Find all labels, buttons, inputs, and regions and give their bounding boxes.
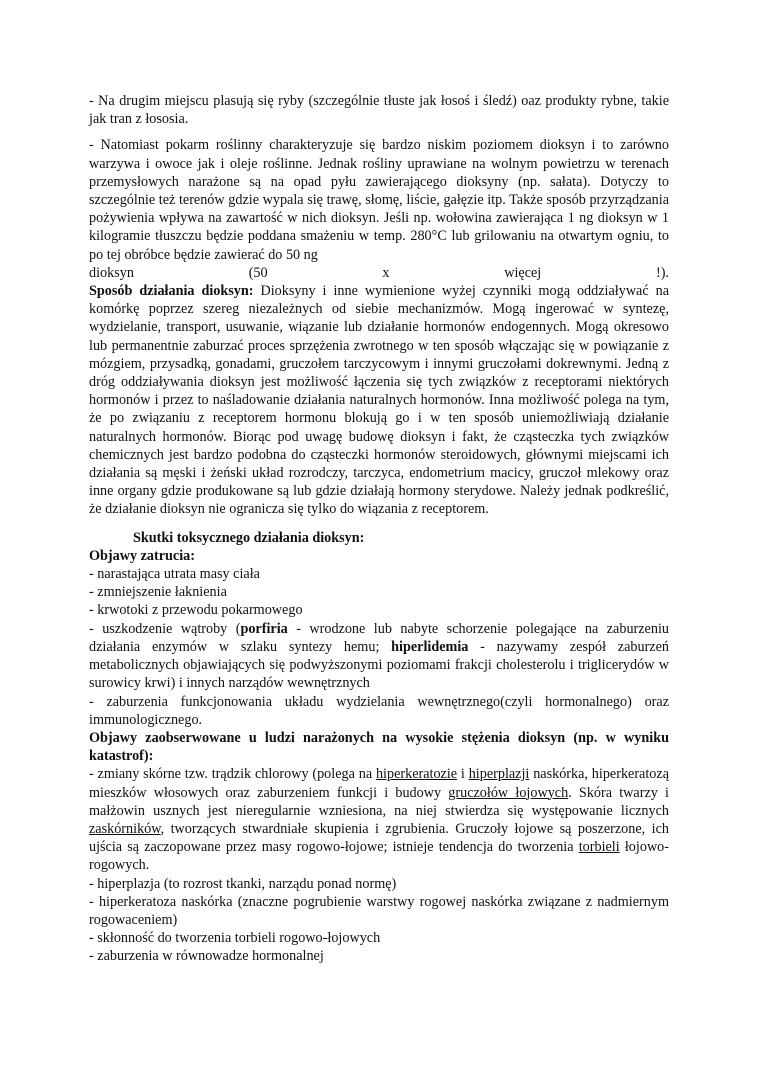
list-item: - hiperkeratoza naskórka (znaczne pogrubienie warstwy rogowej naskórka związane z nadmiernym rogowaceniem) — [89, 893, 669, 928]
link-gruczoly-lojowe[interactable]: gruczołów łojowych — [448, 784, 569, 801]
skin-text: łojowo-rogowych. — [89, 839, 670, 874]
word: więcej — [504, 264, 542, 281]
link-hiperplazja[interactable]: hiperplazji — [468, 766, 530, 783]
skin-text: . Skóra twarzy i małżowin usznych jest nieregularnie wzniesiona, na niej stwierdza się występowanie licznych — [89, 784, 669, 819]
paragraph-mechanism — [89, 282, 669, 519]
liver-mid: - wrodzone lub nabyte schorzenie polegające na zaburzeniu działania enzymów w szlaku syntezy hemu; — [89, 620, 669, 655]
list-item-endocrine: - zaburzenia funkcjonowania układu wydzielania wewnętrznego(czyli hormonalnego) oraz immunologicznego. — [89, 693, 669, 728]
liver-suffix: - nazywamy zespół zaburzeń metabolicznych objawiających się podwyższonymi poziomami frakcji cholesterolu i triglicerydów w surowicy krwi) i innych narządów wewnętrznych — [89, 638, 669, 692]
skin-text: , tworzących stwardniałe skupienia i zgrubienia. Gruczoły łojowe są poszerzone, ich ujścia są zaczopowane przez masy rogowo-łojowe; istnieje tendencja do tworzenia — [89, 820, 669, 856]
paragraph-plants: - Natomiast pokarm roślinny charakteryzuje się bardzo niskim poziomem dioksyn i to zarówno warzywa i owoce jak i oleje roślinne. Jednak rośliny uprawiane na wolnym powietrzu w terenach przemysłowych narażone są na opad pyłu zawierającego dioksyny (np. sałata). Dotyczy to szczególnie też terenów gdzie wypala się trawę, słomę, liście, gałęzie itp. Także sposób przyrządzania pożywienia wpływa na zawartość w nich dioksyn. Jeśli np. wołowina zawierająca 1 ng dioksyn w 1 kilogramie tłuszczu będzie poddana smażeniu w temp. 280°C lub grilowaniu na otwartym ogniu, to po tej obróbce będzie zawierać do 50 ng — [89, 137, 669, 263]
section-heading-effects: Skutki toksycznego działania dioksyn: — [133, 529, 365, 546]
word: x — [382, 264, 390, 281]
skin-text: i — [457, 766, 469, 783]
list-item: - narastająca utrata masy ciała — [89, 566, 260, 583]
list-item-liver — [89, 620, 669, 693]
list-item: - zmniejszenie łaknienia — [89, 584, 227, 601]
list-item-skin — [89, 765, 669, 874]
term-hiperlidemia: hiperlidemia — [391, 638, 469, 655]
link-zaskorniki[interactable]: zaskórników — [89, 820, 161, 837]
word: dioksyn — [89, 264, 134, 281]
list-item: - hiperplazja (to rozrost tkanki, narządu ponad normę) — [89, 875, 397, 892]
term-porfiria: porfiria — [240, 620, 288, 637]
mechanism-label: Sposób działania dioksyn: — [89, 283, 254, 300]
mechanism-text: Dioksyny i inne wymienione wyżej czynniki mogą oddziaływać na komórkę poprzez szereg niezależnych od siebie mechanizmów. Mogą ingerować w syntezę, wydzielanie, transport, usuwanie, wiązanie lub działanie hormonów endogennych. Mogą okresowo lub permanentnie zaburzać proces sprzężenia zwrotnego w ten sposób włączając się w powiązanie z mózgiem, przysadką, gonadami, gruczołem tarczycowym i innymi gruczołami dokrewnymi. Jedną z dróg oddziaływania dioksyn jest możliwość łączenia się tych związków z receptorami niektórych hormonów i przez to naśladowanie działania naturalnych hormonów. Inna możliwość polega na tym, że po związaniu z receptorem hormonu blokują go i w ten sposób uniemożliwiają działanie naturalnych hormonów. Biorąc pod uwagę budowę dioksyn i fakt, że cząsteczka tych związków chemicznych jest bardzo podobna do cząsteczki hormonów steroidowych, głównymi miejscami ich działania są męski i żeński układ rozrodczy, tarczyca, endometrium macicy, gruczoł mlekowy oraz inne organy gdzie produkowane są lub gdzie działają hormony sterydowe. Należy jednak podkreślić, że działanie dioksyn nie ogranicza się tylko do wiązania z receptorem. — [89, 283, 669, 518]
skin-text: - zmiany skórne tzw. trądzik chlorowy (polega na — [89, 766, 376, 783]
word: (50 — [248, 264, 268, 281]
document-body — [89, 92, 669, 966]
paragraph-fish: - Na drugim miejscu plasują się ryby (szczególnie tłuste jak łosoś i śledź) oaz produkty rybne, takie jak tran z łososia. — [89, 93, 669, 128]
link-hiperkeratoza[interactable]: hiperkeratozie — [375, 766, 458, 783]
subheading-exposed: Objawy zaobserwowane u ludzi narażonych na wysokie stężenia dioksyn (np. w wyniku katastrof): — [89, 729, 669, 765]
list-item: - krwotoki z przewodu pokarmowego — [89, 602, 303, 619]
skin-text: naskórka, hiperkeratozą mieszków włosowych oraz zaburzeniem funkcji i budowy — [89, 766, 669, 801]
liver-prefix: - uszkodzenie wątroby ( — [89, 620, 241, 637]
list-item: - skłonność do tworzenia torbieli rogowo-łojowych — [89, 930, 381, 947]
subheading-poisoning: Objawy zatrucia: — [89, 547, 195, 564]
word: !). — [655, 264, 669, 281]
list-item: - zaburzenia w równowadze hormonalnej — [89, 948, 324, 965]
link-torbiele[interactable]: torbieli — [578, 839, 620, 856]
paragraph-plants-last-line — [89, 264, 669, 282]
